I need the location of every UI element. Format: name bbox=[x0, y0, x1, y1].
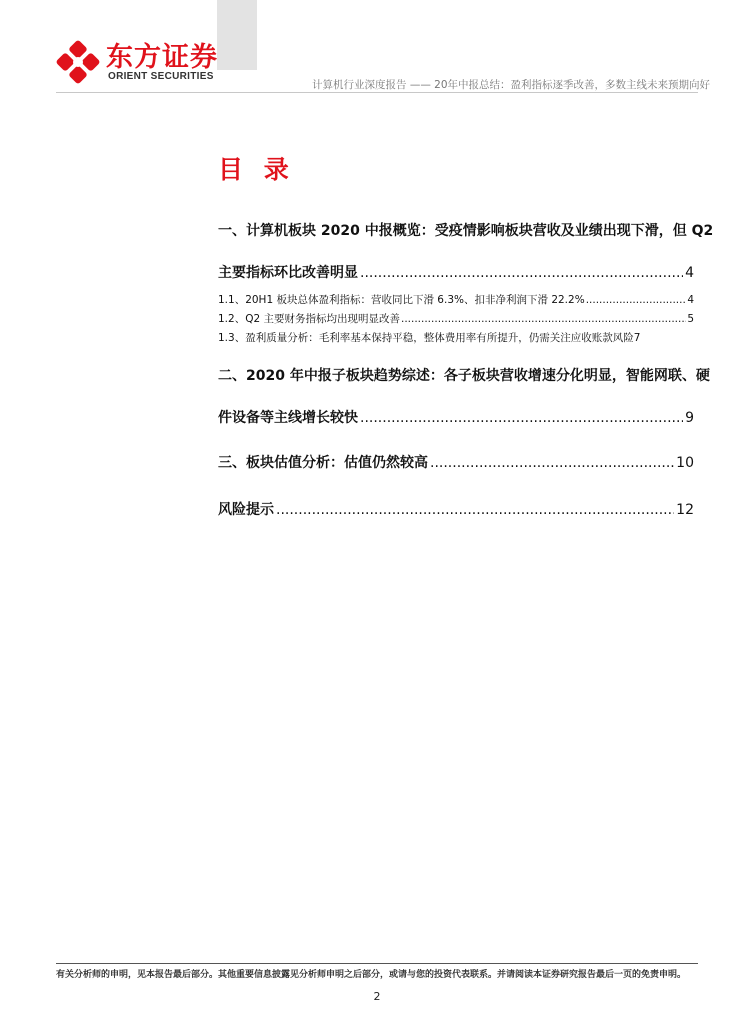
toc-entry-line bbox=[218, 489, 694, 531]
toc-entry-text: 1.1、20H1 板块总体盈利指标：营收同比下滑 6.3%、扣非净利润下滑 22.2% bbox=[218, 294, 585, 306]
toc-entry-line bbox=[218, 397, 694, 439]
brand-name-cn: 东方证券 bbox=[106, 42, 218, 73]
toc-entry-line bbox=[218, 210, 714, 252]
footer-divider bbox=[56, 963, 698, 964]
toc-entry-text: 一、计算机板块 2020 中报概览：受疫情影响板块营收及业绩出现下滑，但 Q2 bbox=[218, 223, 714, 239]
toc-page-number: 4 bbox=[687, 294, 694, 306]
page-number: 2 bbox=[373, 990, 381, 1003]
toc-entry-line bbox=[218, 252, 694, 294]
toc-entry-1[interactable] bbox=[218, 210, 714, 294]
dot-leader bbox=[276, 489, 674, 531]
toc-entry-text: 主要指标环比改善明显 bbox=[218, 265, 358, 281]
footer-disclaimer: 有关分析师的申明，见本报告最后部分。其他重要信息披露见分析师申明之后部分，或请与您的投资代表联系。并请阅读本证券研究报告最后一页的免责申明。 bbox=[56, 970, 687, 980]
toc-entry-risk[interactable] bbox=[218, 489, 694, 531]
toc-title: 目 录 bbox=[218, 155, 295, 184]
toc-entry-line bbox=[218, 442, 694, 484]
header-divider bbox=[56, 92, 698, 93]
report-title-header: 计算机行业深度报告 —— 20年中报总结：盈利指标逐季改善，多数主线未来预期向好 bbox=[312, 79, 711, 91]
toc-entry-3[interactable] bbox=[218, 442, 694, 484]
toc-entry-text: 二、2020 年中报子板块趋势综述：各子板块营收增速分化明显，智能网联、硬 bbox=[218, 368, 710, 384]
header-decoration-bar bbox=[217, 0, 257, 70]
toc-entry-text: 三、板块估值分析：估值仍然较高 bbox=[218, 455, 428, 471]
toc-page-number: 7 bbox=[633, 332, 641, 344]
toc-entry-text: 1.2、Q2 主要财务指标均出现明显改善 bbox=[218, 313, 400, 325]
dot-leader bbox=[360, 397, 683, 439]
toc-entry-text: 1.3、盈利质量分析：毛利率基本保持平稳，整体费用率有所提升，仍需关注应收账款风险 bbox=[218, 332, 634, 344]
toc-entry-line bbox=[218, 355, 710, 397]
brand-name-en: ORIENT SECURITIES bbox=[108, 71, 214, 82]
toc-entry-1-3[interactable] bbox=[218, 327, 694, 349]
toc-page-number: 9 bbox=[685, 410, 694, 426]
toc-entry-2[interactable] bbox=[218, 355, 710, 439]
orient-securities-logo-icon bbox=[56, 40, 100, 84]
toc-entry-text: 风险提示 bbox=[218, 502, 274, 518]
toc-page-number: 12 bbox=[676, 502, 694, 518]
toc-page-number: 4 bbox=[685, 265, 694, 281]
dot-leader bbox=[360, 252, 683, 294]
toc-page-number: 5 bbox=[687, 313, 694, 325]
toc-entry-line bbox=[218, 327, 694, 349]
toc-entry-text: 件设备等主线增长较快 bbox=[218, 410, 358, 426]
dot-leader bbox=[430, 442, 674, 484]
toc-page-number: 10 bbox=[676, 455, 694, 471]
company-logo bbox=[56, 40, 216, 84]
